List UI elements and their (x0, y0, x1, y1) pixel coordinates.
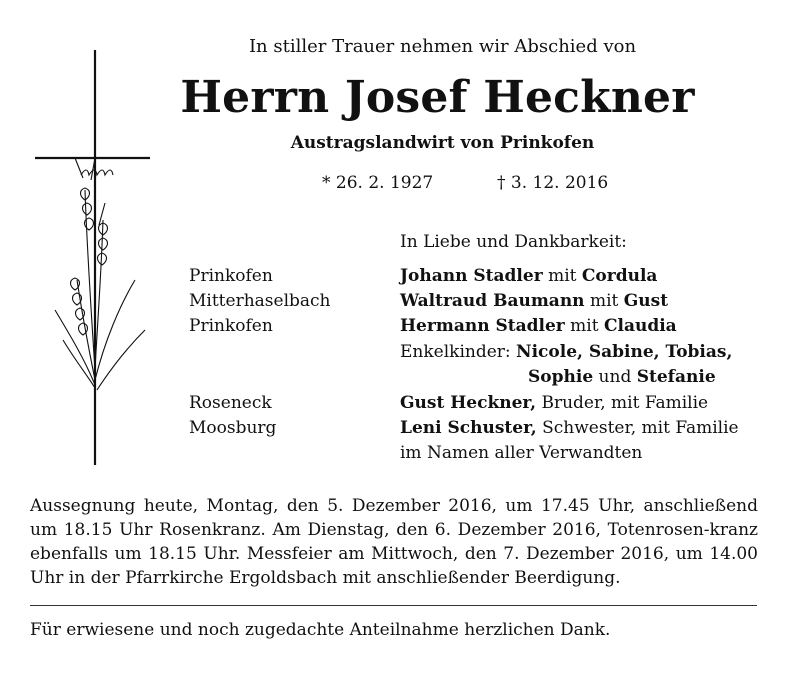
grandchildren-label: Enkelkinder: (400, 342, 517, 362)
occupation: Austragslandwirt von Prinkofen (290, 133, 595, 153)
thanks-line: Für erwiesene und noch zugedachte Anteilnahme herzlichen Dank. (30, 620, 611, 640)
list-item (0, 291, 790, 316)
mourner-name: Gust Heckner, (400, 393, 537, 413)
list-item (0, 266, 790, 291)
birth-date: * 26. 2. 1927 (322, 173, 434, 193)
mourner-partner: Claudia (603, 316, 677, 336)
deceased-name: Herrn Josef Heckner (180, 72, 695, 123)
list-item (0, 316, 790, 341)
mourners-intro: In Liebe und Dankbarkeit: (400, 232, 627, 252)
connector-text: mit (584, 291, 624, 311)
mourner-name: Johann Stadler (400, 266, 543, 286)
mourner-partner: Gust (623, 291, 669, 311)
mourner-partner: Cordula (581, 266, 658, 286)
mourner-name: Leni Schuster, (400, 418, 537, 438)
list-item (0, 443, 790, 468)
list-item (0, 393, 790, 418)
connector-text: und (593, 367, 637, 387)
list-item (0, 342, 790, 367)
list-item (0, 367, 790, 392)
service-details: Aussegnung heute, Montag, den 5. Dezember 2016, um 17.45 Uhr, anschließend um 18.15 Uhr Rosenkranz. Am Dienstag, den 6. Dezember 2016, Totenrosen-kranz ebenfalls um 18.15 Uhr. Messfeier am Mittwoch, den 7. Dezember 2016, um 14.00 Uhr in der Pfarrkirche Ergoldsbach mit anschließender Beerdigung. (30, 496, 758, 588)
relatives-line: im Namen aller Verwandten (400, 443, 643, 463)
connector-text: mit (564, 316, 604, 336)
mourner-place: Mitterhaselbach (189, 291, 331, 311)
list-item (0, 418, 790, 443)
mourner-place: Moosburg (189, 418, 277, 438)
grandchild-name: Stefanie (636, 367, 716, 387)
relation-text: Schwester, mit Familie (536, 418, 739, 438)
relation-text: Bruder, mit Familie (536, 393, 709, 413)
death-date: † 3. 12. 2016 (497, 173, 609, 193)
grandchildren-names: Nicole, Sabine, Tobias, (516, 342, 733, 362)
mourner-place: Roseneck (189, 393, 272, 413)
intro-line: In stiller Trauer nehmen wir Abschied von (248, 36, 637, 57)
connector-text: mit (542, 266, 582, 286)
grandchild-name: Sophie (528, 367, 594, 387)
mourner-name: Hermann Stadler (400, 316, 565, 336)
divider (30, 605, 757, 606)
mourner-place: Prinkofen (189, 316, 273, 336)
mourner-name: Waltraud Baumann (400, 291, 585, 311)
mourner-place: Prinkofen (189, 266, 273, 286)
